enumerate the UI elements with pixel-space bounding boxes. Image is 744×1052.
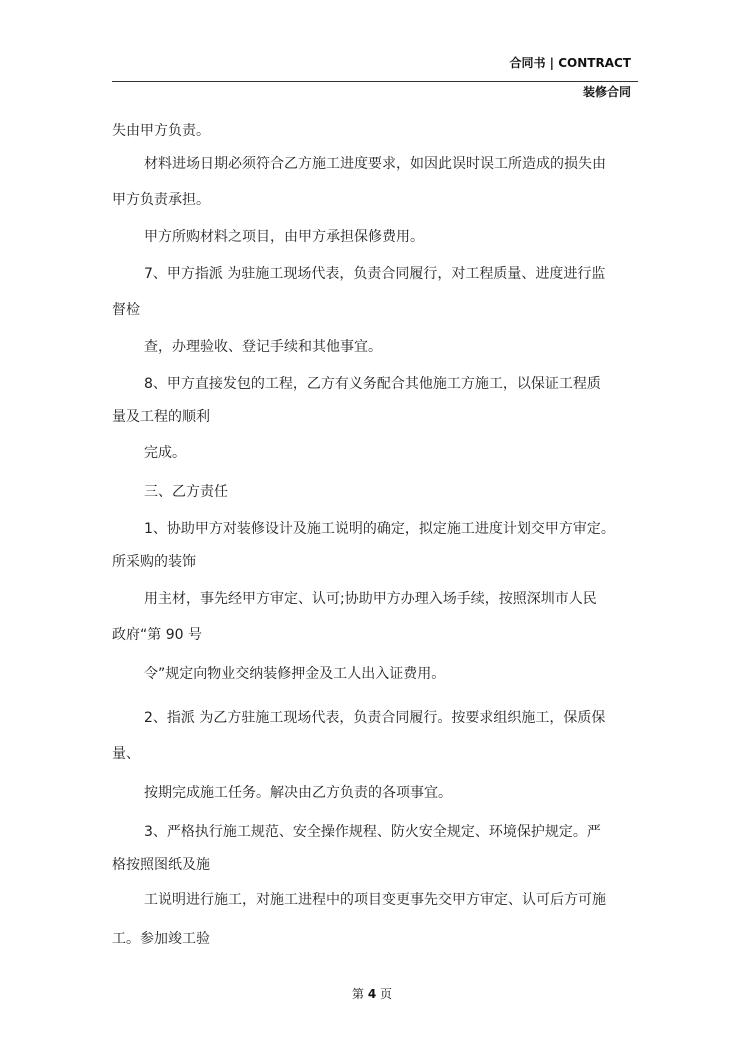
section-heading: 三、乙方责任 — [144, 484, 228, 500]
page-label-prefix: 第 — [351, 987, 364, 1001]
body-line: 格按照图纸及施 — [112, 857, 210, 873]
header-title: 合同书 | CONTRACT — [509, 56, 631, 70]
body-line: 查，办理验收、登记手续和其他事宜。 — [144, 339, 382, 355]
body-line: 督检 — [112, 302, 140, 318]
body-line: 7、甲方指派 为驻施工现场代表，负责合同履行，对工程质量、进度进行监 — [144, 266, 606, 282]
body-line: 量及工程的顺利 — [112, 409, 210, 425]
body-line: 用主材，事先经甲方审定、认可;协助甲方办理入场手续，按照深圳市人民 — [144, 591, 597, 607]
body-line: 按期完成施工任务。解决由乙方负责的各项事宜。 — [144, 785, 452, 801]
body-line: 完成。 — [144, 445, 186, 461]
body-line: 8、甲方直接发包的工程，乙方有义务配合其他施工方施工，以保证工程质 — [144, 376, 601, 392]
body-line: 量、 — [112, 746, 140, 762]
body-line: 政府“第 90 号 — [112, 627, 202, 643]
body-line: 工。参加竣工验 — [112, 931, 210, 947]
body-line: 2、指派 为乙方驻施工现场代表，负责合同履行。按要求组织施工，保质保 — [144, 710, 606, 726]
header-rule — [112, 81, 638, 82]
body-line: 甲方负责承担。 — [112, 192, 210, 208]
body-line: 工说明进行施工，对施工进程中的项目变更事先交甲方审定、认可后方可施 — [144, 892, 606, 908]
body-line: 甲方所购材料之项目，由甲方承担保修费用。 — [144, 229, 424, 245]
body-line: 1、协助甲方对装修设计及施工说明的确定，拟定施工进度计划交甲方审定。 — [144, 521, 615, 537]
body-line: 所采购的装饰 — [112, 554, 196, 570]
page-label-suffix: 页 — [380, 987, 393, 1001]
page-number: 4 — [367, 987, 377, 1001]
body-line: 令”规定向物业交纳装修押金及工人出入证费用。 — [144, 666, 446, 682]
body-line: 材料进场日期必须符合乙方施工进度要求，如因此误时误工所造成的损失由 — [144, 156, 606, 172]
page-footer — [0, 985, 744, 1002]
body-line: 3、严格执行施工规范、安全操作规程、防火安全规定、环境保护规定。严 — [144, 824, 601, 840]
body-line: 失由甲方负责。 — [112, 123, 210, 139]
header-subtitle: 装修合同 — [582, 85, 631, 99]
